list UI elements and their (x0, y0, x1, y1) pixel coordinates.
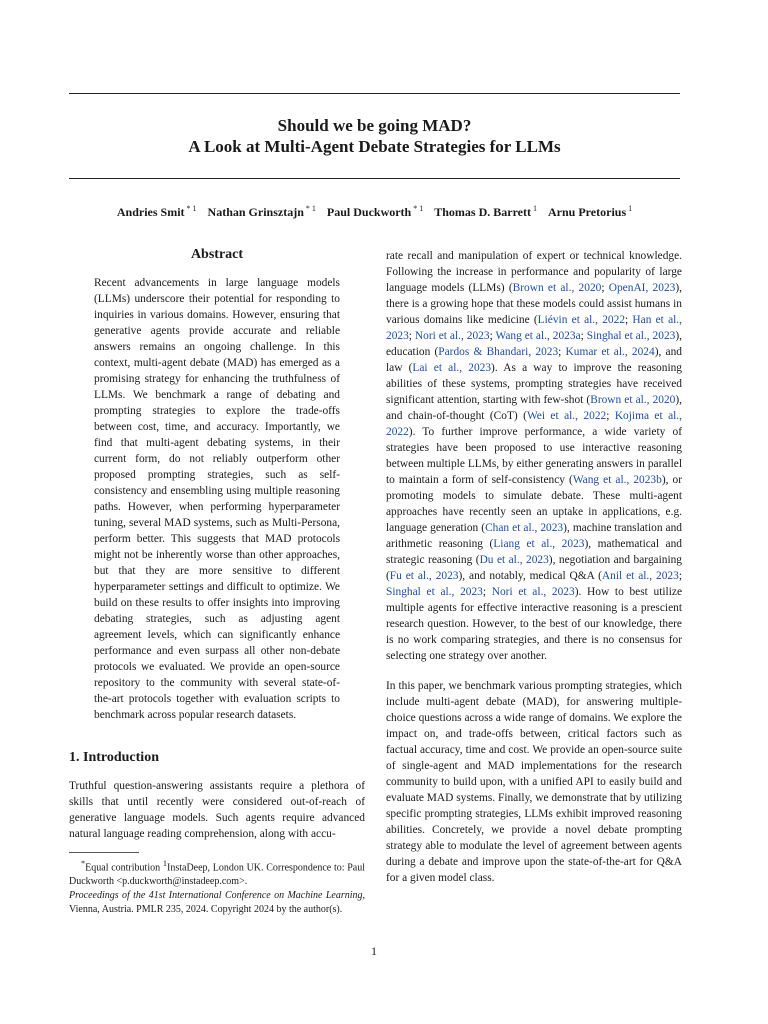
title-rule-bottom (69, 178, 680, 179)
citation-link[interactable]: Brown et al., 2020 (512, 282, 602, 294)
citation-link[interactable]: Nori et al., 2023 (491, 586, 575, 598)
intro-paragraph-left: Truthful question-answering assistants require a plethora of skills that until recently were considered out-of-reach of generative language models. Such agents require advanced natural language reading comprehension, along with accu- (69, 780, 365, 840)
citation-link[interactable]: Lai et al., 2023 (412, 362, 492, 374)
author: Arnu Pretorius $^1$ (548, 204, 633, 219)
author: Nathan Grinsztajn $^{* 1}$ (207, 204, 316, 219)
citation-link[interactable]: Liévin et al., 2022 (537, 314, 626, 326)
citation-link[interactable]: Fu et al., 2023 (389, 570, 459, 582)
text-run: ), negotiation and bargaining ( (386, 554, 683, 582)
text-run: ), and chain-of-thought (CoT) ( (386, 394, 683, 422)
text-run: ; (625, 314, 633, 326)
text-run: ; (606, 410, 615, 422)
text-run: ), or promoting models to simulate debate. These multi-agent approaches have recently seen an uptake in applications, e.g. language generation ( (386, 474, 682, 534)
text-run: ; (580, 330, 587, 342)
proceedings-note: Proceedings of the 41st International Conference on Machine Learning, Vienna, Austria. PMLR 235, 2024. Copyright 2024 by the author(s). (69, 890, 365, 916)
text-run: ), machine translation and arithmetic reasoning ( (386, 522, 682, 550)
citation-link[interactable]: Du et al., 2023 (479, 554, 549, 566)
paper-title-line-1: Should we be going MAD? (277, 116, 472, 135)
text-run: ), education ( (386, 330, 682, 358)
abstract-text: Recent advancements in large language models (LLMs) underscore their potential for responding to inquiries in various domains. However, ensuring that generative agents provide accurate and reliable answers remains an ongoing challenge. In this context, multi-agent debate (MAD) has emerged as a promising strategy for enhancing the truthfulness of LLMs. We benchmark a range of debating and prompting strategies to explore the trade-offs between cost, time, and accuracy. Importantly, we find that multi-agent debating systems, in their current form, do not reliably outperform other proposed prompting strategies, such as self-consistency and ensembling using multiple reasoning paths. However, when performing hyperparameter tuning, several MAD systems, such as Multi-Persona, perform better. This suggests that MAD protocols might not be inherently worse than other approaches, but that they are more sensitive to different hyperparameter settings and difficult to optimize. We build on these results to offer insights into improving debating strategies, such as adjusting agent agreement levels, which can significantly enhance performance and even surpass all other non-debate protocols we evaluated. We provide an open-source repository to the community with several state-of-the-art protocols together with evaluation scripts to benchmark across popular research datasets. (94, 277, 340, 721)
page-number: 1 (371, 944, 377, 958)
text-run: ), there is a growing hope that these models could assist humans in various domains like medicine ( (386, 282, 682, 326)
text-run: ), mathematical and strategic reasoning ( (386, 538, 682, 566)
right-column (386, 248, 682, 886)
text-run: ; (601, 282, 609, 294)
text-run: ). How to best utilize multiple agents for effective interactive reasoning is a prescient research question. However, to the best of our knowledge, there is no work comparing strategies, and there is no consensus for selecting one strategy over another. (386, 586, 682, 662)
citation-link[interactable]: Han et al., 2023 (386, 314, 682, 342)
citation-link[interactable]: Liang et al., 2023 (493, 538, 585, 550)
text-run: ; (408, 330, 415, 342)
intro-paragraph-contributions: In this paper, we benchmark various prompting strategies, which include multi-agent debate (MAD), for answering multiple-choice questions across a wide range of domains. We explore the impact on, and trade-offs between, critical factors such as factual accuracy, time and cost. We provide an open-source suite of single-agent and MAD implementations for the research community to build upon, with a unified API to easily build and evaluate MAD systems. Finally, we demonstrate that by utilizing specific prompting strategies, LLMs exhibit improved reasoning abilities. Concretely, we provide a novel debate prompting strategy able to modulate the level of agreement between agents during a debate and improve upon the state-of-the-art for Q&A for a given model class. (386, 680, 682, 884)
text-run: ; (489, 330, 496, 342)
citation-link[interactable]: Wei et al., 2022 (526, 410, 607, 422)
paper-title-line-2: A Look at Multi-Agent Debate Strategies for LLMs (188, 137, 561, 156)
citation-link[interactable]: OpenAI, 2023 (608, 282, 676, 294)
citation-link[interactable]: Kumar et al., 2024 (565, 346, 655, 358)
text-run: ; (678, 570, 682, 582)
author-list (69, 204, 680, 220)
text-run: ), and notably, medical Q&A ( (458, 570, 602, 582)
citation-link[interactable]: Wang et al., 2023a (495, 330, 581, 342)
citation-link[interactable]: Wang et al., 2023b (572, 474, 662, 486)
citation-link[interactable]: Chan et al., 2023 (485, 522, 564, 534)
text-run: ). As a way to improve the reasoning abilities of these systems, prompting strategies have received significant attention, starting with few-shot ( (386, 362, 682, 406)
author: Paul Duckworth $^{* 1}$ (326, 204, 424, 219)
footnote-rule (69, 852, 139, 853)
title-rule-top (69, 93, 680, 94)
section-heading-introduction: 1. Introduction (69, 750, 159, 765)
left-column (69, 240, 365, 917)
citation-link[interactable]: Anil et al., 2023 (601, 570, 679, 582)
intro-paragraph-right (386, 248, 682, 664)
citation-link[interactable]: Brown et al., 2020 (590, 394, 676, 406)
author: Andries Smit $^{* 1}$ (116, 204, 197, 219)
author: Thomas D. Barrett $^1$ (434, 204, 538, 219)
citation-link[interactable]: Nori et al., 2023 (414, 330, 490, 342)
text-run: rate recall and manipulation of expert or technical knowledge. Following the increase in performance and popularity of large language models (LLMs) ( (386, 250, 682, 294)
text-run: ; (558, 346, 566, 358)
citation-link[interactable]: Kojima et al., 2022 (386, 410, 682, 438)
citation-link[interactable]: Singhal et al., 2023 (386, 586, 483, 598)
text-run: ), and law ( (386, 346, 682, 374)
citation-link[interactable]: Pardos & Bhandari, 2023 (438, 346, 559, 358)
abstract-heading: Abstract (190, 247, 244, 262)
citation-link[interactable]: Singhal et al., 2023 (586, 330, 676, 342)
text-run: ). To further improve performance, a wide variety of strategies have been proposed to use interactive reasoning between multiple LLMs, by either generating answers in parallel to maintain a form of self-consistency ( (386, 426, 682, 486)
text-run: ; (482, 586, 492, 598)
footnote: *Equal contribution $^1$InstaDeep, London UK. Correspondence to: Paul Duckworth <p.duckworth@instadeep.com>. (69, 859, 365, 888)
